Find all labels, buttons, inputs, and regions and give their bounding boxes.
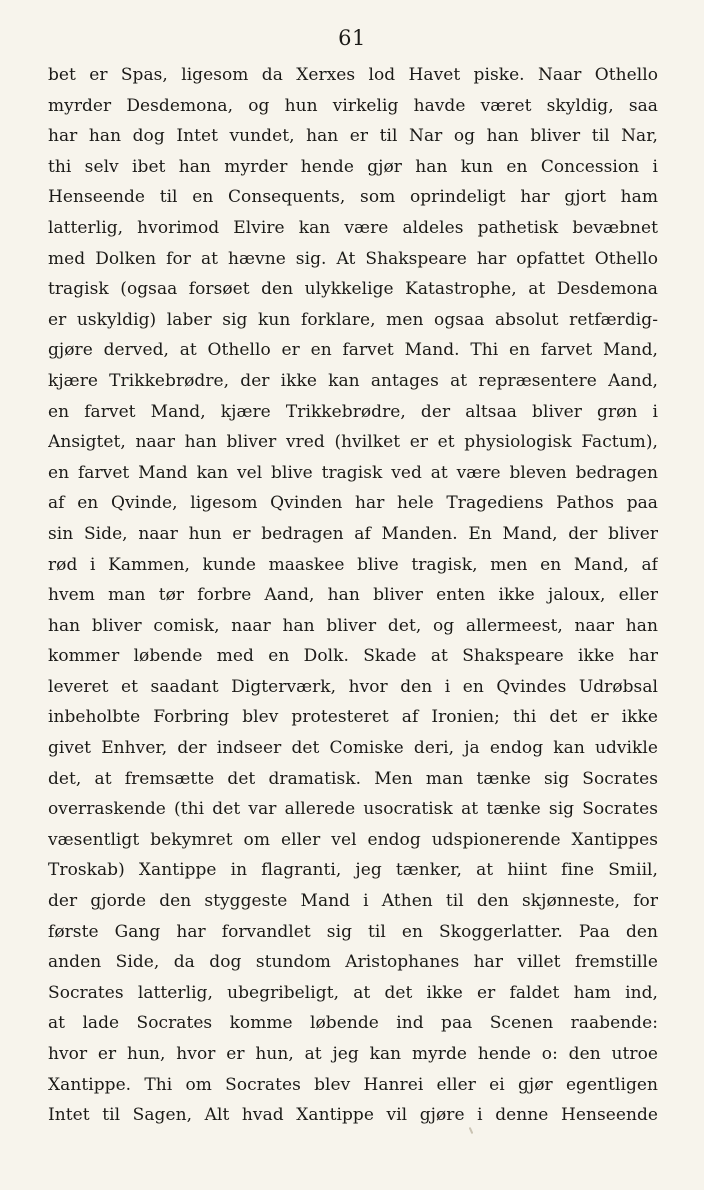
text-line: Ansigtet, naar han bliver vred (hvilket er et physiologisk Factum), bbox=[48, 432, 658, 453]
text-line: væsentligt bekymret om eller vel endog udspionerende Xantippes bbox=[48, 829, 658, 850]
text-line: det, at fremsætte det dramatisk. Men man tænke sig Socrates bbox=[48, 768, 658, 789]
text-line: overraskende (thi det var allerede usocratisk at tænke sig Socrates bbox=[48, 799, 658, 820]
text-line: en farvet Mand kan vel blive tragisk ved at være bleven bedragen bbox=[48, 462, 658, 483]
text-line: er uskyldig) laber sig kun forklare, men ogsaa absolut retfærdig- bbox=[48, 309, 658, 330]
text-line: første Gang har forvandlet sig til en Skoggerlatter. Paa den bbox=[48, 921, 658, 942]
text-line: tragisk (ogsaa forsøet den ulykkelige Katastrophe, at Desdemona bbox=[48, 279, 658, 300]
text-line: anden Side, da dog stundom Aristophanes har villet fremstille bbox=[48, 952, 658, 973]
text-line: givet Enhver, der indseer det Comiske deri, ja endog kan udvikle bbox=[48, 738, 658, 759]
text-line: med Dolken for at hævne sig. At Shakspeare har opfattet Othello bbox=[48, 248, 658, 269]
text-line: af en Qvinde, ligesom Qvinden har hele Tragediens Pathos paa bbox=[48, 493, 658, 514]
text-line: en farvet Mand, kjære Trikkebrødre, der altsaa bliver grøn i bbox=[48, 401, 658, 422]
text-line: gjøre derved, at Othello er en farvet Mand. Thi en farvet Mand, bbox=[48, 340, 658, 361]
text-line: Henseende til en Consequents, som oprindeligt har gjort ham bbox=[48, 187, 658, 208]
text-line: Socrates latterlig, ubegribeligt, at det ikke er faldet ham ind, bbox=[48, 982, 658, 1003]
text-line: har han dog Intet vundet, han er til Nar og han bliver til Nar, bbox=[48, 126, 658, 147]
text-line: Intet til Sagen, Alt hvad Xantippe vil gjøre i denne Henseende bbox=[48, 1105, 658, 1126]
text-line: hvem man tør forbre Aand, han bliver enten ikke jaloux, eller bbox=[48, 585, 658, 606]
text-line: hvor er hun, hvor er hun, at jeg kan myrde hende o: den utroe bbox=[48, 1044, 658, 1064]
text-line: rød i Kammen, kunde maaskee blive tragisk, men en Mand, af bbox=[48, 554, 658, 575]
text-line: thi selv ibet han myrder hende gjør han kun en Concession i bbox=[48, 156, 658, 177]
text-line: inbeholbte Forbring blev protesteret af Ironien; thi det er ikke bbox=[48, 707, 658, 728]
text-line: myrder Desdemona, og hun virkelig havde været skyldig, saa bbox=[48, 95, 658, 116]
text-line: han bliver comisk, naar han bliver det, og allermeest, naar han bbox=[48, 615, 658, 636]
text-line: latterlig, hvorimod Elvire kan være aldeles pathetisk bevæbnet bbox=[48, 217, 658, 238]
text-line: Xantippe. Thi om Socrates blev Hanrei eller ei gjør egentligen bbox=[48, 1074, 658, 1095]
text-line: kommer løbende med en Dolk. Skade at Shakspeare ikke har bbox=[48, 646, 658, 667]
text-line: sin Side, naar hun er bedragen af Manden. En Mand, der bliver bbox=[48, 523, 658, 544]
page-number: 61 bbox=[338, 26, 366, 50]
text-line: bet er Spas, ligesom da Xerxes lod Havet piske. Naar Othello bbox=[48, 65, 658, 85]
text-line: at lade Socrates komme løbende ind paa Scenen raabende: bbox=[48, 1013, 658, 1034]
text-line: der gjorde den styggeste Mand i Athen til den skjønneste, for bbox=[48, 891, 658, 912]
text-line: kjære Trikkebrødre, der ikke kan antages at repræsentere Aand, bbox=[48, 370, 658, 391]
text-line: Troskab) Xantippe in flagranti, jeg tænker, at hiint fine Smiil, bbox=[48, 860, 658, 881]
body-text bbox=[48, 60, 658, 1131]
text-line: leveret et saadant Digterværk, hvor den i en Qvindes Udrøbsal bbox=[48, 676, 658, 697]
